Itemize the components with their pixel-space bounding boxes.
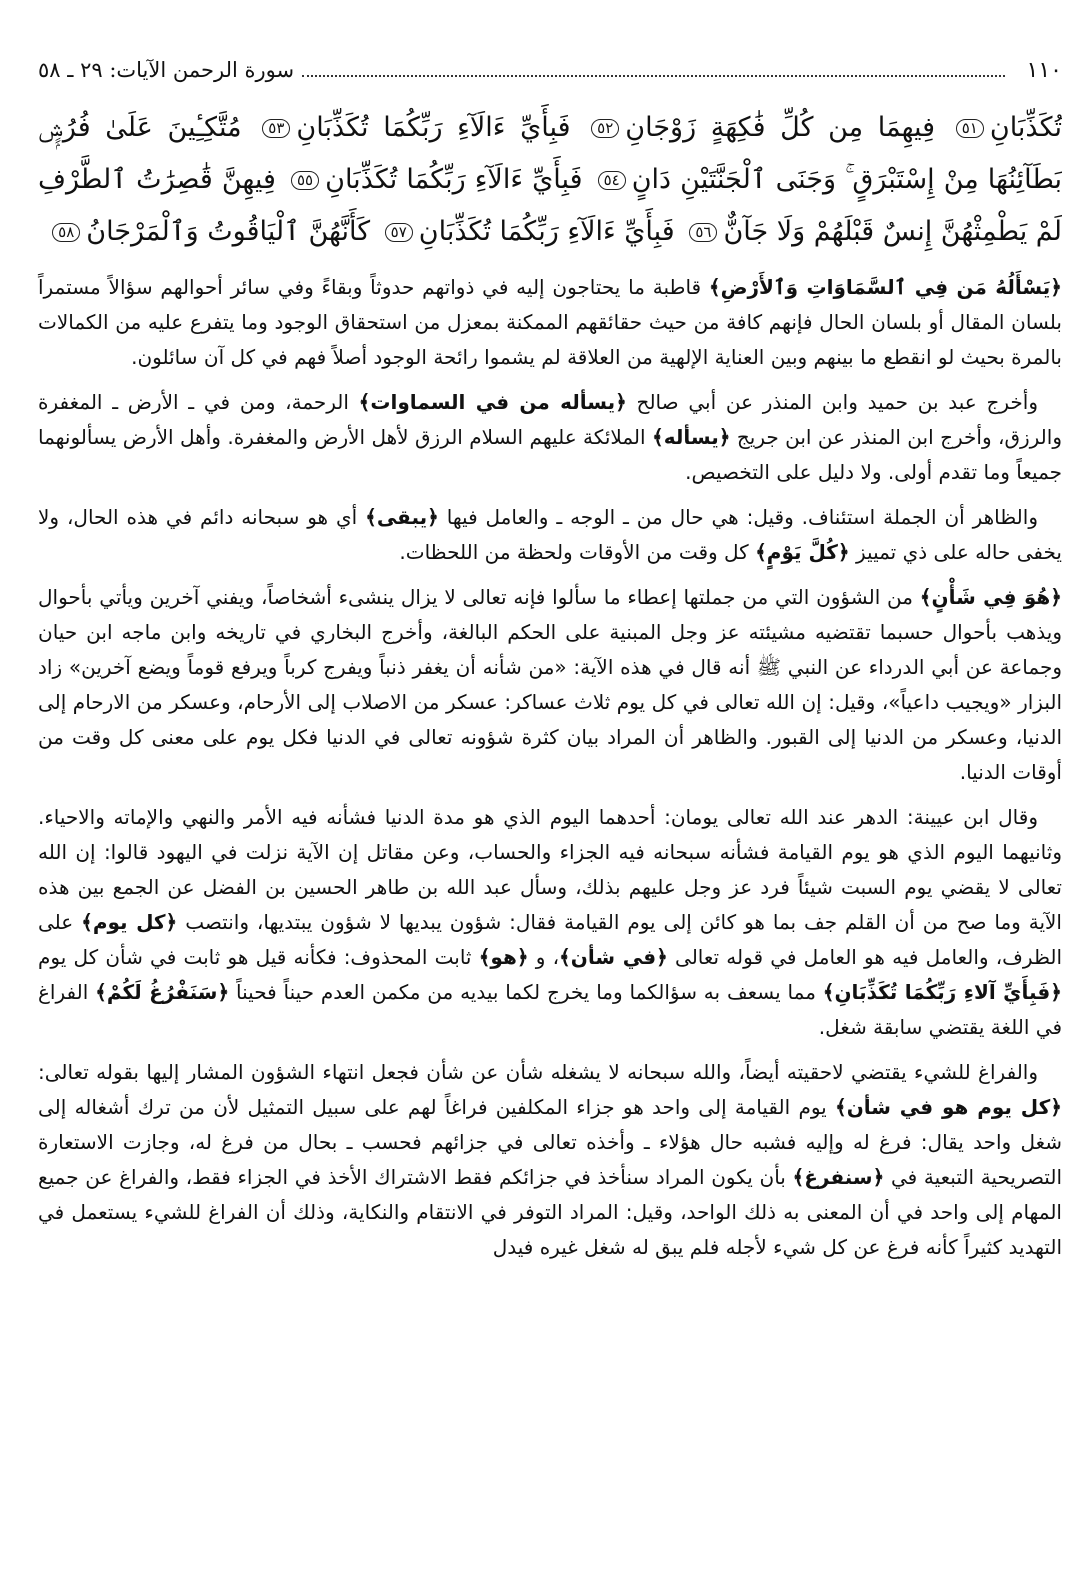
verse-quote: ﴿يسأله من في السماوات﴾	[358, 390, 627, 414]
verse-quote: ﴿سنفرغ﴾	[792, 1165, 885, 1189]
paragraph-text: ، و	[528, 945, 560, 969]
quran-segment: مُتَّكِـِٔينَ عَلَىٰ فُرُشٍۭ بَطَآئِنُهَا مِنْ إِسْتَبْرَقٍ ۚ وَجَنَى ٱلْجَنَّتَيْنِ دَانٍ	[38, 112, 1062, 195]
commentary-paragraph	[38, 385, 1062, 490]
ayah-number-marker: ٥٦	[689, 223, 717, 242]
paragraph-text: قاطبة ما يحتاجون إليه في ذواتهم حدوثاً وبقاءً وفي سائر أحوالهم سؤالاً مستمراً بلسان المقال أو بلسان الحال فإنهم كافة من حيث حقائقهم الممكنة بمعزل من استحقاق الوجود وما يتفرع عليه من الكمالات بالمرة بحيث لو انقطع ما بينهم وبين العناية الإلهية من العلاقة لم يشموا رائحة الوجود أصلاً فهم في كل آن سائلون.	[38, 275, 1062, 369]
paragraph-text: كل وقت من الأوقات ولحظة من اللحظات.	[399, 540, 756, 564]
ayah-number-marker: ٥٤	[598, 171, 626, 190]
verse-quote: ﴿يبقى﴾	[365, 505, 439, 529]
page	[38, 58, 1062, 1558]
quran-segment: فِيهِنَّ قَٰصِرَٰتُ ٱلطَّرْفِ لَمْ يَطْمِثْهُنَّ إِنسٌ قَبْلَهُمْ وَلَا جَآنٌّ	[38, 164, 1062, 247]
paragraph-text: والفراغ للشيء يقتضي لاحقيته أيضاً، والله سبحانه لا يشغله شأن عن شأن فجعل انتهاء الشؤون المشار إليها بقوله تعالى:	[38, 1060, 1038, 1084]
paragraph-text: والظاهر أن الجملة استئناف. وقيل: هي حال من ـ الوجه ـ والعامل فيها	[438, 505, 1038, 529]
surah-title: سورة الرحمن الآيات: ٢٩ ـ ٥٨	[38, 58, 295, 82]
verse-quote: ﴿في شأن﴾	[559, 945, 668, 969]
commentary-paragraph	[38, 270, 1062, 375]
verse-quote: ﴿سَنَفْرُغُ لَكُمْ﴾	[95, 980, 230, 1004]
paragraph-text: أي هو سبحانه دائم في هذه الحال، ولا يخفى حاله على ذي تمييز	[38, 505, 1062, 564]
verse-quote: ﴿فَبِأَيِّ آلاءِ رَبِّكُمَا تُكَذِّبَانِ﴾	[822, 980, 1062, 1004]
quran-verses-block	[38, 102, 1062, 262]
paragraph-text: وقال ابن عيينة: الدهر عند الله تعالى يومان: أحدهما اليوم الذي هو مدة الدنيا فشأنه فيه الأمر والنهي والإماته والاحياء. وثانيهما اليوم الذي هو يوم القيامة فشأنه سبحانه فيه الجزاء والحساب، وعن مقاتل إن الآية نزلت في اليهود قالوا: إن الله تعالى لا يقضي يوم السبت شيئاً فرد عز وجل عليهم بذلك، وسأل عبد الله بن طاهر الحسين بن الفضل عن الجمع بين هذه الآية وما صح من أن القلم جف بما هو كائن إلى يوم القيامة فقال: شؤون يبديها لا شؤون يبتديها، وانتصب	[38, 805, 1062, 934]
quran-segment: فَبِأَيِّ ءَالَآءِ رَبِّكُمَا تُكَذِّبَانِ	[296, 112, 571, 143]
paragraph-text: يوم القيامة إلى واحد هو جزاء المكلفين فراغاً لهم على سبيل التمثيل لأن من ترك أشغاله إلى شغل واحد يقال: فرغ له وإليه فشبه حال هؤلاء ـ وأخذه تعالى في جزائهم فحسب ـ بحال من فرغ له، وجازت الاستعارة التصريحية التبعية في	[38, 1095, 1062, 1189]
dotted-leader	[302, 74, 1004, 77]
paragraph-text: ثابت المحذوف: فكأنه قيل هو ثابت في شأن كل يوم	[38, 945, 479, 969]
verse-quote: ﴿كل يوم هو في شأن﴾	[834, 1095, 1062, 1119]
verse-quote: ﴿كل يوم﴾	[81, 910, 178, 934]
page-number: ١١٠	[1026, 58, 1062, 83]
paragraph-text: الرحمة، ومن في ـ الأرض ـ المغفرة والرزق، وأخرج ابن المنذر عن ابن جريج	[38, 390, 1062, 449]
commentary-paragraph	[38, 500, 1062, 570]
ayah-number-marker: ٥٧	[385, 223, 413, 242]
commentary-body	[38, 270, 1062, 1265]
ayah-number-marker: ٥٣	[262, 119, 290, 138]
paragraph-text: الفراغ في اللغة يقتضي سابقة شغل.	[38, 980, 1062, 1039]
quran-segment: كَأَنَّهُنَّ ٱلْيَاقُوتُ وَٱلْمَرْجَانُ	[86, 216, 371, 247]
paragraph-text: على الظرف، والعامل فيه هو العامل في قوله تعالى	[38, 910, 1062, 969]
paragraph-text: من الشؤون التي من جملتها إعطاء ما سألوا فإنه تعالى لا يزال ينشىء أشخاصاً، ويفني آخرين ويأتي بأحوال ويذهب بأحوال حسبما تقتضيه مشيئته عز وجل المبنية على الحكم البالغة، وأخرج البخاري في تاريخه وابن ماجه ابن حيان وجماعة عن أبي الدرداء عن النبي ﷺ أنه قال في هذه الآية: «من شأنه أن يغفر ذنباً ويفرج كرباً ويرفع قوماً ويضع آخرين» زاد البزار «ويجيب داعياً»، وقيل: إن الله تعالى في كل يوم ثلاث عساكر: عسكر من الاصلاب إلى الأرحام، وعسكر من الارحام إلى الدنيا، وعسكر من الدنيا إلى القبور. والظاهر أن المراد بيان كثرة شؤونه تعالى في الدنيا فكل يوم على معنى كل وقت من أوقات الدنيا.	[38, 585, 1062, 784]
verse-quote: ﴿يَسْأَلُهُ مَن فِي ٱلسَّمَاوَاتِ وَٱلأَرْضِ﴾	[708, 275, 1063, 299]
quran-segment: فِيهِمَا مِن كُلِّ فَٰكِهَةٍ زَوْجَانِ	[625, 112, 936, 143]
quran-segment: فَبِأَيِّ ءَالَآءِ رَبِّكُمَا تُكَذِّبَانِ	[418, 216, 675, 247]
ayah-number-marker: ٥٨	[52, 223, 80, 242]
commentary-paragraph	[38, 800, 1062, 1045]
commentary-paragraph	[38, 1055, 1062, 1265]
paragraph-text: بأن يكون المراد سنأخذ في جزائكم فقط الاشتراك الأخذ في الجزاء فقط، والفراغ عن جميع المهام إلى واحد في أن المعنى به ذلك الواحد، وقيل: المراد التوفر في الانتقام والنكاية، وذلك أن الفراغ للشيء يستعمل في التهديد كثيراً كأنه فرغ عن كل شيء لأجله فلم يبق له شغل غيره فيدل	[38, 1165, 1062, 1259]
quran-segment: فَبِأَيِّ ءَالَآءِ رَبِّكُمَا تُكَذِّبَانِ	[325, 164, 583, 195]
verse-quote: ﴿هو﴾	[478, 945, 529, 969]
page-header	[38, 58, 1062, 98]
ayah-number-marker: ٥٢	[591, 119, 619, 138]
quran-segment: تُكَذِّبَانِ	[989, 112, 1062, 143]
commentary-paragraph	[38, 580, 1062, 790]
verse-quote: ﴿يسأله﴾	[651, 425, 731, 449]
paragraph-text: مما يسعف به سؤالكما وما يخرج لكما بيديه من مكمن العدم حيناً فحيناً	[229, 980, 823, 1004]
verse-quote: ﴿هُوَ فِي شَأْنٍ﴾	[919, 585, 1062, 609]
ayah-number-marker: ٥٥	[291, 171, 319, 190]
ayah-number-marker: ٥١	[956, 119, 984, 138]
paragraph-text: الملائكة عليهم السلام الرزق لأهل الأرض والمغفرة. وأهل الأرض يسألونهما جميعاً وما تقدم أولى. ولا دليل على التخصيص.	[38, 425, 1062, 484]
verse-quote: ﴿كُلَّ يَوْمٍ﴾	[755, 540, 850, 564]
paragraph-text: وأخرج عبد بن حميد وابن المنذر عن أبي صالح	[626, 390, 1038, 414]
